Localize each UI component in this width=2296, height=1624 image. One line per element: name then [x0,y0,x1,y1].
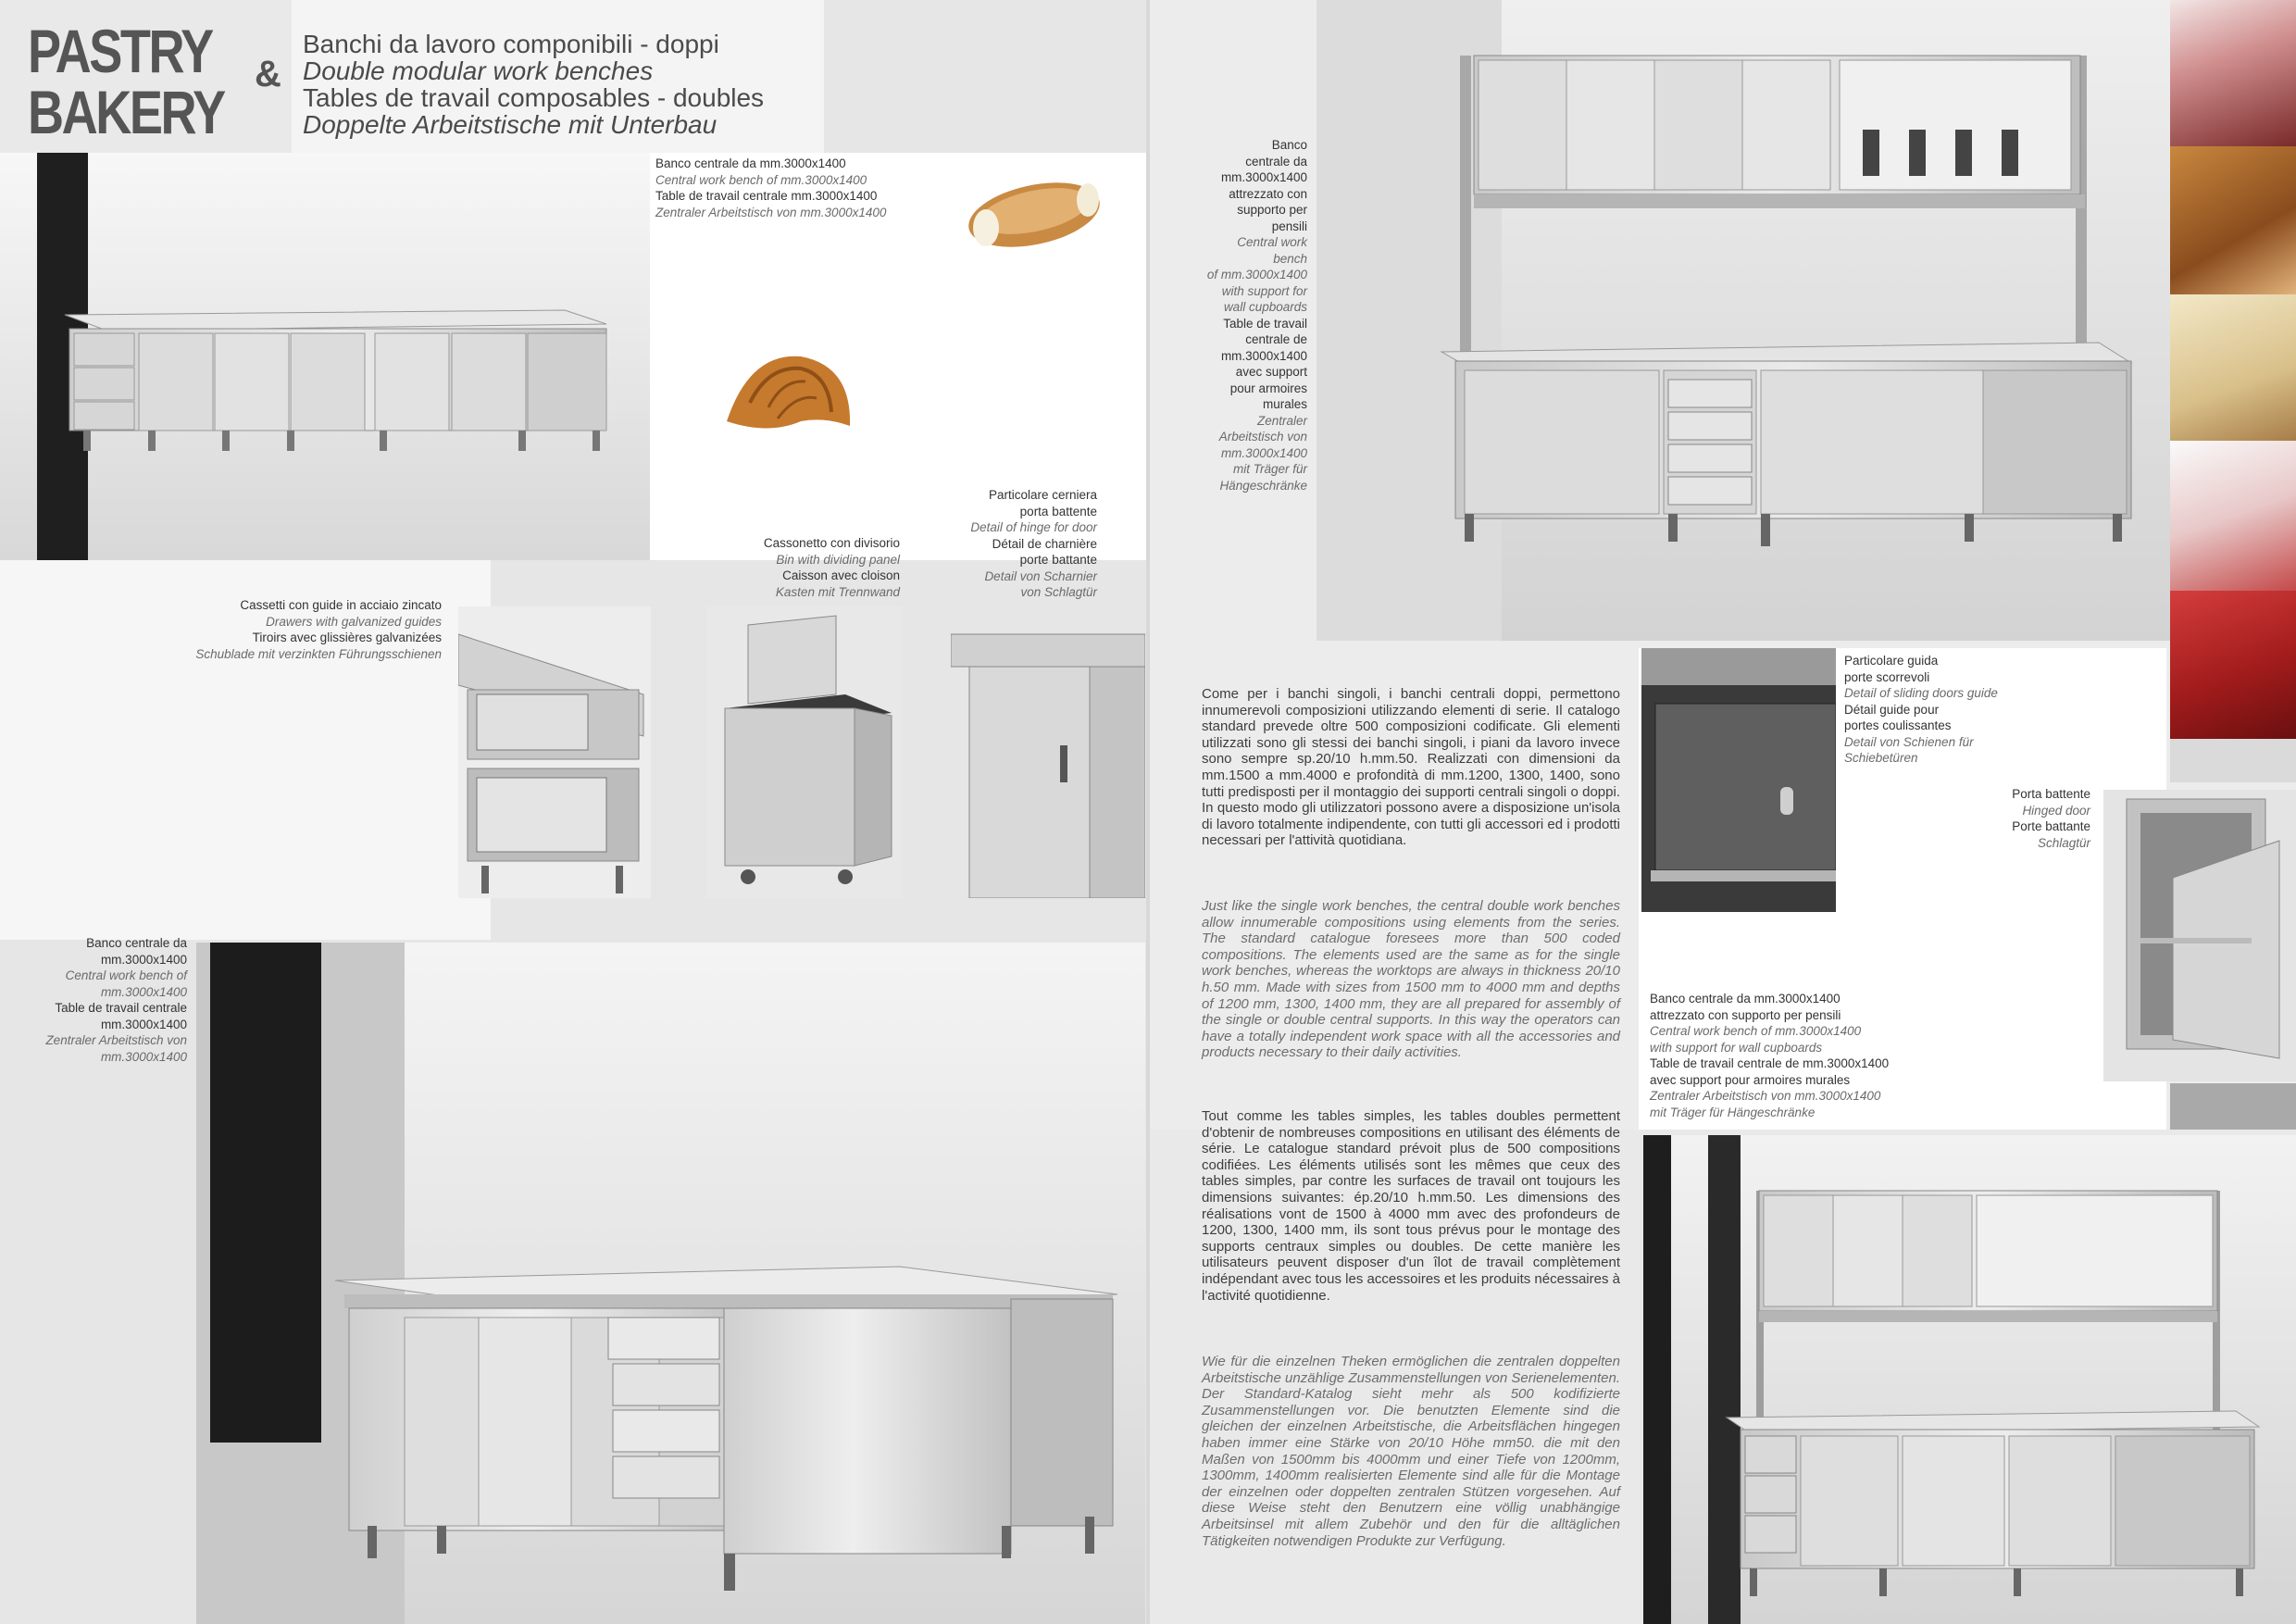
caption-bench-bottom [9,935,187,1065]
cannoli-pastry-image [958,167,1106,269]
caption-sliding-de1: Detail von Schienen für [1844,734,1974,749]
caption-support-it-1: Banco [1271,138,1307,152]
caption-bench-bottom-en2: mm.3000x1400 [100,984,187,999]
caption-drawers-en: Drawers with galvanized guides [266,614,442,629]
caption-bin-it: Cassonetto con divisorio [763,536,900,550]
caption-drawers-it: Cassetti con guide in acciaio zincato [240,598,442,612]
caption-support-bottom-it1: Banco centrale da mm.3000x1400 [1650,992,1841,1006]
caption-support-bottom-en1: Central work bench of mm.3000x1400 [1650,1024,1862,1038]
caption-bench-bottom-fr1: Table de travail centrale [55,1001,187,1015]
caption-hinge [912,487,1097,601]
body-italian: Come per i banchi singoli, i banchi centrali doppi, permettono innumerevoli composizioni utilizzando elementi di serie. Il catalogo standard prevede oltre 500 composizioni codificate. Gli elementi utilizzati sono gli stessi dei banchi singoli, i piani da lavoro invece sono sempre sp.20/10 h.mm.50. Realizzati con dimensioni da mm.1500 a mm.4000 e profondità di mm.1200, 1300, 1400, sono tutti predisposti per il montaggio dei supporti centrali singoli o doppi. In questo modo gli utilizzatori possono avere a disposizione un'isola di lavoro totalmente indipendente, con tutti gli accessori ed i prodotti necessari per l'attività quotidiana. [1202,686,1620,849]
caption-hinge-fr1: Détail de charnière [992,536,1097,551]
caption-support-it-4: attrezzato con [1229,186,1307,201]
caption-support-fr-5: pour armoires [1229,381,1307,395]
caption-support-bottom [1650,991,2057,1120]
body-english: Just like the single work benches, the central double work benches allow innumerable compositions using elements from the series. The standard catalogue foresees more than 500 coded compositions. The elements used are the same as for the single work benches, whereas the worktops are always in thickness 20/10 h.50 mm. Made with sizes from 1500 mm to 4000 mm and depths of 1200 mm, 1300, 1400 mm, they are all prepared for assembly of the single or double central supports. In this way the operators can have a totally independent work space with all the accessories and products necessary to their daily activities. [1202,898,1620,1061]
caption-bin-en: Bin with dividing panel [776,552,900,567]
pastry-strip [2170,0,2296,782]
brand-word-bakery: BAKERY [28,78,224,146]
brand-logo [28,17,296,150]
drawers-detail-photo [458,606,651,898]
caption-bench-bottom-it1: Banco centrale da [86,936,187,950]
caption-hinged-de: Schlagtür [2037,835,2090,850]
caption-support-it-2: centrale da [1245,154,1307,169]
caption-bench-bottom-en1: Central work bench of [65,968,187,982]
caption-support-it-3: mm.3000x1400 [1220,170,1307,184]
grey-bar-right-bottom [2170,1083,2296,1130]
caption-bench-bottom-fr2: mm.3000x1400 [100,1017,187,1031]
caption-support-en-3: of mm.3000x1400 [1206,268,1307,281]
body-french: Tout comme les tables simples, les tables doubles permettent d'obtenir de nombreuses compositions en utilisant des éléments de série. Le catalogue standard prévoit plus de 500 compositions codifiées. Les éléments utilisés sont les mêmes que ceux des tables simples, par contre les surfaces de travail ont toujours les dimensions suivantes: ép.20/10 h.mm.50. Les dimensions des réalisations vont de 1500 à 4000 mm avec des profondeurs de 1200, 1300, 1400 mm, ils sont tous prévus pour le montage des supports centraux simples ou doubles. De cette manière les utilisateurs peuvent disposer d'un îlot de travail complètement indépendant avec tous les accessoires et les produits nécessaires à l'activité quotidienne. [1202,1108,1620,1304]
caption-sliding-en: Detail of sliding doors guide [1844,686,1998,700]
caption-support-fr-1: Table de travail [1223,316,1307,331]
body-german: Wie für die einzelnen Theken ermöglichen die zentralen doppelten Arbeitstische unzählige Zusammenstellungen von Serienelementen. Der Standard-Katalog sieht mehr als 500 kodifizierte Zusammenstellungen vor. Die benutzten Elemente sind die gleichen der einzelnen Arbeitstische, die Arbeitsflächen hingegen haben immer eine Stärke von 20/10 Höhe mm50. die mit den Maßen von 1500mm bis 4000mm und einer Tiefe von 1200mm, 1300mm, 1400mm realisierten Elemente sind alle für die Montage der einzelnen oder doppelten zentralen Stützen vorgesehen. Auf diese Weise steht den Benutzern eine völlig unabhängige Arbeitsinsel mit allem Zubehör und den für die alltäglichen Tätigkeiten notwendigen Produkte zur Verfügung. [1202,1354,1620,1549]
caption-hinged-door [1953,786,2090,851]
bin-detail-photo [706,606,903,898]
caption-sliding [1844,653,2057,767]
title-english: Double modular work benches [303,56,654,85]
caption-bench-bottom-it2: mm.3000x1400 [100,952,187,967]
bench-with-support-photo-bottom [1643,1135,2296,1624]
bench-photo-bottom-left [196,943,1145,1624]
brand-ampersand: & [255,54,281,94]
caption-support-en-5: wall cupboards [1223,300,1307,314]
caption-sliding-de2: Schiebetüren [1844,751,1918,765]
caption-support-de-4: mit Träger für [1232,462,1307,476]
caption-sliding-it1: Particolare guida [1844,654,1939,668]
caption-hinge-it1: Particolare cerniera [988,488,1097,502]
caption-support-it-6: pensili [1271,219,1307,233]
bench-photo-top-left [0,153,650,560]
title-french: Tables de travail composables - doubles [303,83,765,112]
page-title-block [303,31,821,138]
caption-bench-top [655,156,933,220]
caption-hinge-fr2: porte battante [1019,553,1097,567]
caption-support-bottom-fr2: avec support pour armoires murales [1650,1072,1851,1087]
caption-drawers [148,597,442,662]
caption-support-right [1157,137,1307,493]
title-german: Doppelte Arbeitstische mit Unterbau [303,110,718,139]
caption-sliding-it2: porte scorrevoli [1844,669,1930,684]
caption-support-it-5: supporto per [1237,203,1307,217]
caption-support-en-1: Central work [1237,235,1307,249]
caption-support-bottom-fr1: Table de travail centrale de mm.3000x1400 [1650,1056,1890,1070]
caption-support-en-4: with support for [1221,283,1307,298]
brand-word-pastry: PASTRY [28,17,212,85]
caption-hinge-de2: von Schlagtür [1020,585,1097,599]
hinged-door-photo [2103,790,2296,1081]
caption-support-bottom-it2: attrezzato con supporto per pensili [1650,1007,1841,1022]
caption-support-bottom-de2: mit Träger für Hängeschränke [1650,1105,1816,1119]
caption-hinge-en: Detail of hinge for door [970,520,1097,534]
title-italian: Banchi da lavoro componibili - doppi [303,30,719,58]
caption-hinge-de1: Detail von Scharnier [984,568,1097,583]
caption-bin-fr: Caisson avec cloison [782,568,900,582]
caption-bench-top-de: Zentraler Arbeitstisch von mm.3000x1400 [655,205,887,219]
page-gutter [1146,0,1150,1624]
sliding-door-detail-photo [1641,648,1836,912]
caption-support-bottom-de1: Zentraler Arbeitstisch von mm.3000x1400 [1650,1089,1881,1103]
caption-hinged-fr: Porte battante [2012,819,2090,833]
caption-bench-top-en: Central work bench of mm.3000x1400 [655,172,867,187]
strawberries-image [2170,591,2296,739]
caption-bench-top-fr: Table de travail centrale mm.3000x1400 [655,189,878,203]
caption-support-de-3: mm.3000x1400 [1220,445,1307,460]
cream-pastry-image [2170,294,2296,441]
caption-support-fr-6: murales [1262,397,1307,411]
caption-drawers-fr: Tiroirs avec glissières galvanizées [252,631,442,644]
caption-bench-bottom-de1: Zentraler Arbeitstisch von [45,1033,187,1047]
caption-sliding-fr1: Détail guide pour [1844,702,1940,717]
caption-support-fr-3: mm.3000x1400 [1220,348,1307,363]
caption-bench-top-it: Banco centrale da mm.3000x1400 [655,156,846,170]
caption-support-fr-2: centrale de [1245,332,1307,346]
bench-with-support-photo-top [1316,0,2170,641]
caption-hinged-en: Hinged door [2022,803,2090,818]
caption-support-de-2: Arbeitstisch von [1218,430,1307,443]
hinge-detail-photo [951,606,1145,898]
caption-support-fr-4: avec support [1235,365,1307,379]
caption-bin-de: Kasten mit Trennwand [775,584,900,599]
caption-support-de-1: Zentraler [1256,413,1307,428]
caption-support-en-2: bench [1273,251,1307,266]
croissants-image [2170,146,2296,294]
caption-support-bottom-en2: with support for wall cupboards [1650,1040,1823,1055]
caption-drawers-de: Schublade mit verzinkten Führungsschienen [195,646,442,661]
croissant-image [713,333,861,472]
caption-support-de-5: Hängeschränke [1219,478,1307,493]
caption-sliding-fr2: portes coulissantes [1844,718,1952,732]
caption-hinge-it2: porta battente [1019,504,1097,518]
tartlets-image [2170,441,2296,591]
caption-bin [667,535,900,600]
meringue-image [2170,0,2296,146]
caption-hinged-it: Porta battente [2012,787,2090,801]
caption-bench-bottom-de2: mm.3000x1400 [100,1049,187,1064]
